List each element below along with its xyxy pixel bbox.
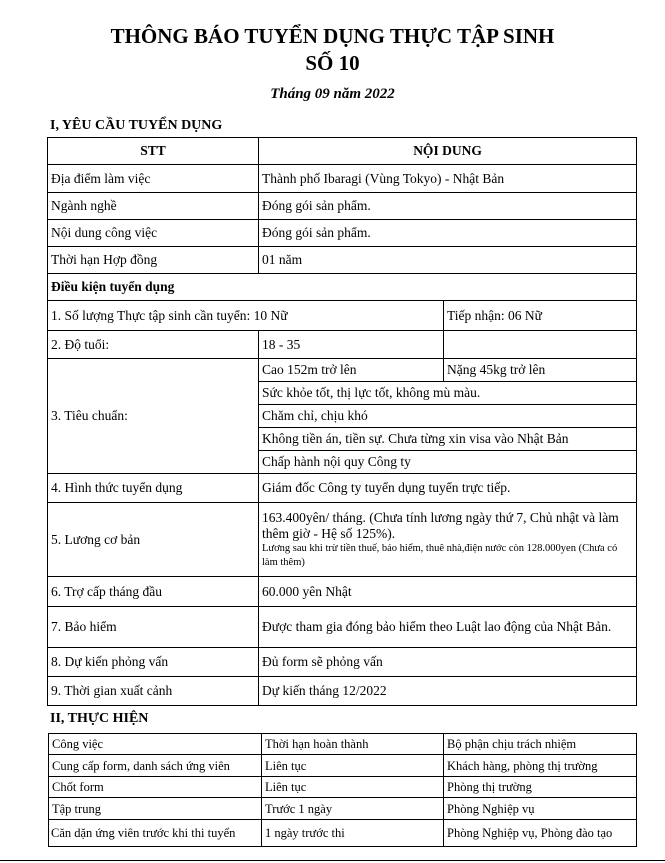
header-content: NỘI DUNG [259,138,637,165]
table-row: 2. Độ tuổi: 18 - 35 [48,331,637,359]
table-row: Công việc Thời hạn hoàn thành Bộ phận chịu trách nhiệm [49,734,637,755]
implementation-table [48,733,637,847]
table-row: 9. Thời gian xuất cảnh Dự kiến tháng 12/2022 [48,677,637,706]
table-row: 1. Số lượng Thực tập sinh cần tuyển: 10 Nữ Tiếp nhận: 06 Nữ [48,301,637,331]
table-row: Căn dặn ứng viên trước khi thi tuyển 1 ngày trước thi Phòng Nghiệp vụ, Phòng đào tạo [49,820,637,847]
table-row: 5. Lương cơ bản 163.400yên/ tháng. (Chưa tính lương ngày thứ 7, Chủ nhật và làm thêm giờ - Hệ số 125%). Lương sau khi trừ tiền thuế, bảo hiểm, thuê nhà,điện nước còn 128.000yen (Chưa có làm thêm) [48,503,637,577]
document-date: Tháng 09 năm 2022 [270,86,395,102]
table-row: 6. Trợ cấp tháng đầu 60.000 yên Nhật [48,577,637,607]
table-row: Địa điểm làm việc Thành phố Ibaragi (Vùng Tokyo) - Nhật Bản [48,165,637,193]
document-number: SỐ 10 [305,51,360,75]
requirements-table: STT NỘI DUNG Địa điểm làm việc Thành phố Ibaragi (Vùng Tokyo) - Nhật Bản Ngành nghề Đóng gói sản phẩm. Nội dung công việc Đóng gói sản phẩm. Thời hạn Hợp đồng 01 năm Điều kiện tuyển dụng 1. Số lượng Thực tập sinh cần tuyển: 10 Nữ Tiếp nhận: 06 Nữ 2. Độ tuổi: 18 - 35 3. Tiêu chuẩn: Cao 152m trở lên Nặng 45kg trở lên Sức khỏe tốt, thị lực tốt, không mù màu. Chăm chỉ, chịu khó Không tiền án, tiền sự. Chưa từng xin visa vào Nhật Bản Chấp hành nội quy Công ty 4. Hình thức tuyển dụng Giám đốc Công ty tuyển dụng tuyển trực tiếp. 5. Lương cơ bản 163.400yên/ tháng. (Chưa tính lương ngày thứ 7, Chủ nhật và làm thêm giờ - Hệ số 125%). Lương sau khi trừ tiền thuế, bảo hiểm, thuê nhà,điện nước còn 128.000yen (Chưa có làm thêm) 6. Trợ cấp tháng đầu 60.000 yên Nhật 7. Bảo hiểm Được tham gia đóng bảo hiểm theo Luật lao động của Nhật Bản. 8. Dự kiến phỏng vấn Đủ form sẽ phỏng vấn 9. Thời gian xuất cảnh Dự kiến tháng 12/2022 [47,137,637,706]
table-row: Nội dung công việc Đóng gói sản phẩm. [48,220,637,247]
table-row: 4. Hình thức tuyển dụng Giám đốc Công ty tuyển dụng tuyển trực tiếp. [48,474,637,503]
table-row: Thời hạn Hợp đồng 01 năm [48,247,637,274]
document-title: THÔNG BÁO TUYỂN DỤNG THỰC TẬP SINH [110,24,555,48]
table-row: Ngành nghề Đóng gói sản phẩm. [48,193,637,220]
section-heading-requirements: I, YÊU CẦU TUYỂN DỤNG [50,118,223,133]
table-row: 7. Bảo hiểm Được tham gia đóng bảo hiểm theo Luật lao động của Nhật Bản. [48,607,637,648]
table-row: Cung cấp form, danh sách ứng viên Liên tục Khách hàng, phòng thị trường [49,755,637,777]
page-bottom-divider [0,860,665,861]
conditions-heading: Điều kiện tuyển dụng [48,274,637,301]
table-row: Tập trung Trước 1 ngày Phòng Nghiệp vụ [49,798,637,820]
table-row: 8. Dự kiến phỏng vấn Đủ form sẽ phỏng vấn [48,648,637,677]
table-row: Chốt form Liên tục Phòng thị trường [49,777,637,798]
header-stt: STT [48,138,259,165]
table-row: 3. Tiêu chuẩn: Cao 152m trở lên Nặng 45kg trở lên [48,359,637,382]
section-heading-implementation: II, THỰC HIỆN [50,711,149,726]
